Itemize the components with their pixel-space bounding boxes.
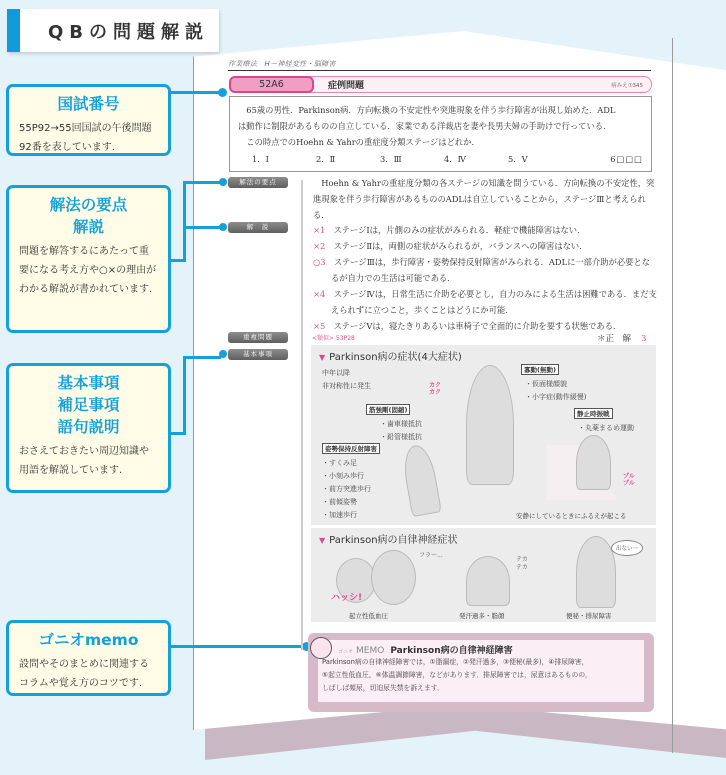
breadcrumb: 作業療法 H－神経変性・脳障害 <box>228 60 336 68</box>
figure-four-symptoms <box>311 345 656 525</box>
check-boxes: 6□□□ <box>610 154 643 164</box>
tremor-caption: 安静にしているときにふるえが起こる <box>516 512 627 520</box>
caption-orthostatic: 起立性低血圧 <box>349 612 388 620</box>
postural-block <box>322 436 380 522</box>
connector-dot <box>219 350 227 358</box>
connector-line <box>183 226 221 229</box>
header-accent-bar <box>7 9 20 52</box>
callout-body: おさえておきたい周辺知識や用語を解説しています. <box>19 446 149 476</box>
answer <box>597 332 646 344</box>
option: 1．Ⅰ <box>252 154 269 164</box>
related-question: <類似> 53P28 <box>312 335 355 342</box>
connector-line <box>171 645 311 648</box>
question-stem: 65歳の男性．Parkinson病．方向転換の不安定性や突進現象を伴う歩行障害が出現し始めた．ADL <box>246 105 616 115</box>
connector-line <box>183 181 221 184</box>
callout-title: 補足事項 <box>57 396 120 414</box>
caption-constipation: 便秘・排尿障害 <box>566 612 612 620</box>
cross-mark: ×2 <box>313 241 326 251</box>
memo-tag: ゴニオ <box>338 649 354 655</box>
callout-body: 設問やそのまとめに関連するコラムや覚え方のコツです. <box>19 659 149 689</box>
akinesia-block <box>521 357 586 404</box>
option: 3．Ⅲ <box>380 154 402 164</box>
callout-exam-number <box>6 84 171 156</box>
rigidity-item: ・鉛管様抵抗 <box>380 433 422 441</box>
callout-basics <box>6 363 171 493</box>
question-id: 52A6 <box>229 76 314 93</box>
akinesia-label: 寡動(無動) <box>521 364 559 375</box>
postural-item: ・前傾姿勢 <box>322 498 357 506</box>
panel-title-text: Parkinson病の自律神経症状 <box>329 535 458 546</box>
caption-sweating: 発汗過多・脂顔 <box>459 612 505 620</box>
memo-heading: MEMO <box>356 646 385 656</box>
callout-body: 問題を解答するにあたって重要になる考え方や○×の理由がわかる解説が書かれています. <box>19 246 157 295</box>
callout-title: ゴニオmemo <box>38 631 139 649</box>
option: 5．Ⅴ <box>508 154 528 164</box>
callout-title: 解法の要点 <box>49 196 128 214</box>
memo-line: ⑤起立性低血圧，⑥体温調節障害，などがあります．排尿障害では，尿意はあるものの， <box>322 671 592 679</box>
illustration-sweating-man <box>466 556 510 606</box>
explanation-text: ステージⅡは，両側の症状がみられるが，バランスへの障害はない． <box>333 241 588 251</box>
answer-label: ＊正 解 <box>597 334 632 344</box>
question-type: 症例問題 <box>328 81 365 91</box>
connector-line <box>183 356 186 435</box>
panel-title <box>311 345 656 363</box>
breadcrumb-rule <box>228 70 651 71</box>
tremor-label: 静止時振戦 <box>574 408 613 419</box>
panel-title-text: Parkinson病の症状(4大症状) <box>329 352 462 363</box>
illustration-toilet-man <box>576 536 616 608</box>
label-key-points: 解法の要点 <box>228 177 288 188</box>
question-stem: は動作に制限があるものの自立している．家業である洋裁店を妻や長男夫婦の手助けで行っている． <box>238 121 612 131</box>
triangle-icon: ▼ <box>319 536 326 545</box>
sfx-teka: テカテカ <box>516 556 528 571</box>
label-explanation: 解 説 <box>228 222 288 233</box>
sfx-furafura: フラ〜... <box>419 552 443 559</box>
explanations <box>313 222 658 334</box>
explanation-text: ステージⅢは，歩行障害・姿勢保持反射障害がみられる．ADLに一部介助が必要となるが自力での生活は可能である． <box>331 257 651 283</box>
label-related: 重複問題 <box>228 332 288 343</box>
option: 4．Ⅳ <box>444 154 466 164</box>
answer-value: 3 <box>641 334 647 344</box>
explanation-item <box>313 254 658 286</box>
explanation-text: ステージⅠは，片側のみの症状がみられる．軽症で機能障害はない． <box>333 225 586 235</box>
explanation-item <box>313 222 658 238</box>
option: 2．Ⅱ <box>316 154 336 164</box>
explanation-text: ステージⅣは，日常生活に介助を必要とし，自力のみによる生活は困難である．まだ支えられずに立つこと，歩くことはどうにか可能． <box>331 289 657 315</box>
illustration-dizzy-man <box>371 550 416 605</box>
memo-title-text: Parkinson病の自律神経障害 <box>390 646 513 656</box>
postural-item: ・前方突進歩行 <box>322 485 371 493</box>
sfx-purupuru: プルプル <box>623 473 635 487</box>
postural-label: 姿勢保持反射障害 <box>322 443 380 454</box>
connector-line <box>171 91 223 94</box>
reference: 病みえ⑦345 <box>611 82 643 89</box>
connector-dot <box>219 223 227 231</box>
content-rule <box>301 180 303 650</box>
sfx-hasshi: ハッシ! <box>331 593 363 603</box>
callout-body: 55P92→55回国試の午後問題92番を表しています. <box>19 123 152 153</box>
rigidity-label: 筋強剛(固縮) <box>366 404 410 415</box>
explanation-item <box>313 238 658 254</box>
triangle-icon: ▼ <box>319 353 326 362</box>
page-title: QBの問題解説 <box>48 21 210 43</box>
question-box <box>229 96 652 172</box>
callout-title: 国試番号 <box>57 95 120 113</box>
connector-line <box>183 181 186 262</box>
callout-title: 解説 <box>72 218 104 236</box>
circle-mark: ○3 <box>313 257 326 267</box>
postural-item: ・加速歩行 <box>322 511 357 519</box>
connector-dot <box>218 88 227 97</box>
memo-line: Parkinson病の自律神経障害では，①脂漏症，②発汗過多，③便秘(最多)，④排尿障害， <box>322 658 589 666</box>
explanation-item <box>313 286 658 318</box>
explanation-text: ステージⅤは，寝たきりあるいは車椅子で全面的に介助を要する状態である． <box>333 321 622 331</box>
memo-line: しばしば頻尿，切迫尿失禁を訴えます． <box>322 684 444 692</box>
callout-title: 基本事項 <box>57 374 120 392</box>
connector-line <box>183 356 221 359</box>
gonio-memo-box <box>308 633 654 712</box>
label-basics: 基本事項 <box>228 349 288 360</box>
illustration-standing-man <box>466 365 514 485</box>
cross-mark: ×1 <box>313 225 326 235</box>
memo-content <box>318 640 644 702</box>
speech-bubble: 出ない〜 <box>611 540 643 556</box>
key-points-paragraph: Hoehn & Yahrの重症度分類の各ステージの知識を問うている．方向転換の不安定性，突進現象を伴う歩行障害があるもののADLは自立していることから，ステージⅢと考えられる． <box>313 178 655 220</box>
onset-line: 非対称性に発生 <box>322 382 371 390</box>
question-stem: この時点でのHoehn & Yahrの重症度分類ステージはどれか． <box>246 137 480 147</box>
page-fold-line <box>672 38 673 753</box>
cross-mark: ×4 <box>313 289 326 299</box>
memo-title <box>338 643 644 656</box>
tremor-item: ・丸薬まるめ運動 <box>578 424 634 432</box>
header-tab <box>7 9 219 52</box>
options <box>252 151 643 167</box>
question-header <box>229 76 652 93</box>
illustration-stooped-man <box>400 443 442 517</box>
cross-mark: ×5 <box>313 321 326 331</box>
callout-title: 語句説明 <box>57 418 120 436</box>
onset-line: 中年以降 <box>322 369 350 377</box>
postural-item: ・すくみ足 <box>322 459 357 467</box>
callout-key-points <box>6 185 171 333</box>
rigidity-item: ・歯車様抵抗 <box>380 420 422 428</box>
goniometer-mascot-icon <box>310 637 332 659</box>
akinesia-item: ・仮面様顔貌 <box>525 380 567 388</box>
postural-item: ・小刻み歩行 <box>322 472 364 480</box>
callout-gonio-memo <box>6 620 171 696</box>
tremor-block <box>574 401 634 435</box>
key-points-text <box>313 175 658 223</box>
figure-autonomic-symptoms <box>311 528 656 622</box>
sfx-kakukaku: カクカク <box>429 382 442 396</box>
connector-dot <box>219 178 227 186</box>
illustration-seated-man <box>576 435 611 490</box>
akinesia-item: ・小字症(動作緩慢) <box>525 393 587 401</box>
